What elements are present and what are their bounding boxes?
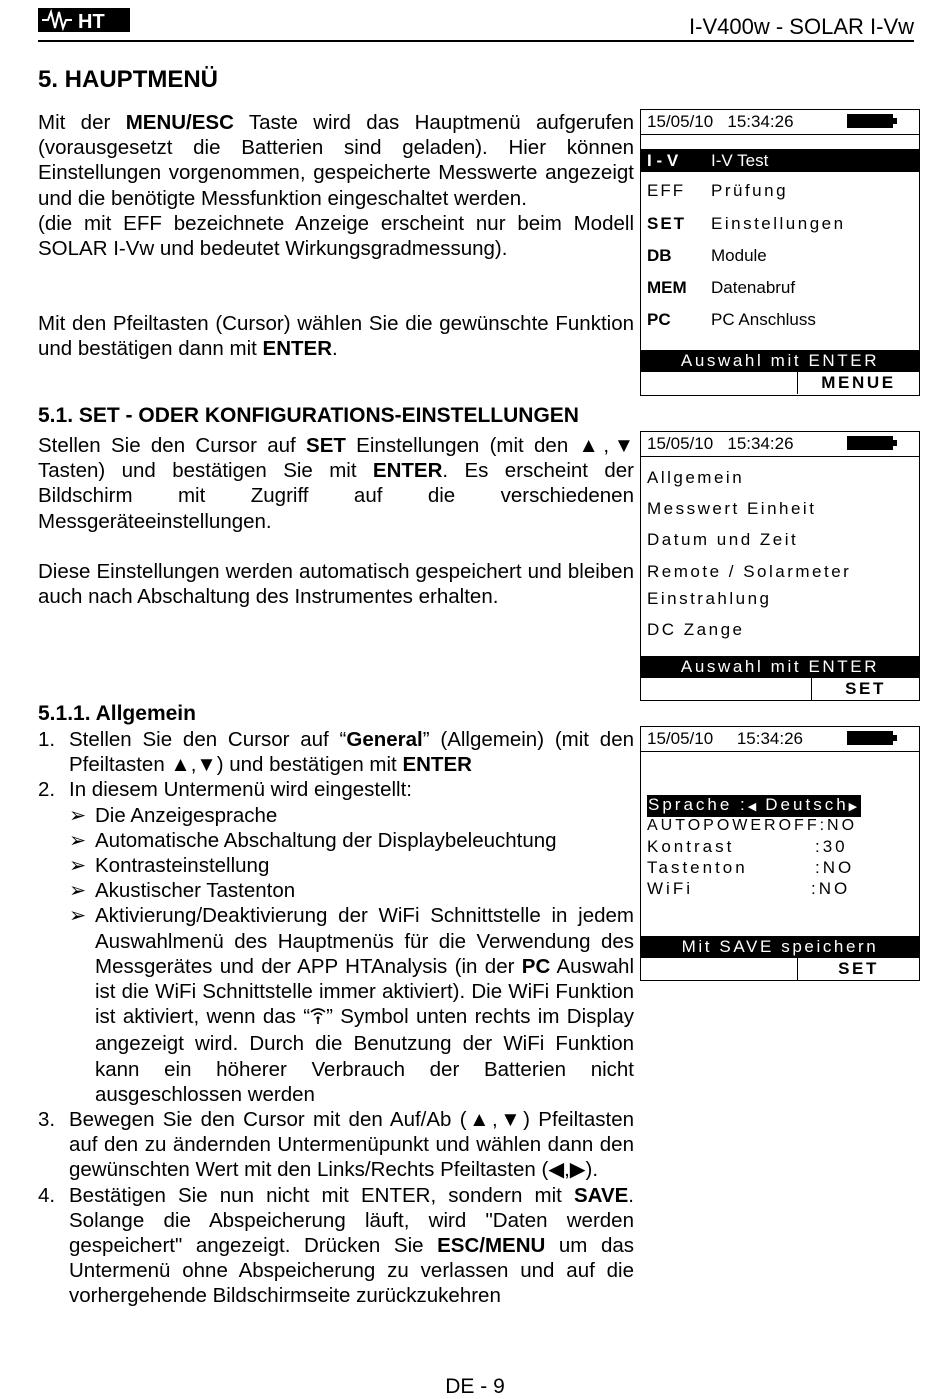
lcd-softkey-row <box>641 677 919 700</box>
logo-text: HT <box>78 11 105 33</box>
lcd-hint-bar: Mit SAVE speichern <box>641 936 919 957</box>
arrow-bullet-icon: ➢ <box>69 904 87 928</box>
menu-item-pc[interactable]: PC PC Anschluss <box>647 310 816 329</box>
submenu-options <box>69 803 634 1107</box>
menu-item-mem[interactable]: MEM Datenabruf <box>647 278 796 297</box>
section-heading-hauptmenu: 5. HAUPTMENÜ <box>38 66 219 93</box>
caret-right-icon: ▶ <box>848 801 861 813</box>
list-item: ➢ Automatische Abschaltung der Displaybeleuchtung <box>69 828 557 852</box>
battery-icon <box>847 114 893 128</box>
lcd-main-menu <box>640 109 920 396</box>
list-item: ➢ Aktivierung/Deaktivierung der WiFi Schnittstelle in jedem Auswahlmenü des Hauptmenüs für die Verwendung des Messgerätes und der APP HTAnalysis (in der PC Auswahl ist die WiFi Schnittstelle immer aktiviert). Die WiFi Funktion ist aktiviert, wenn das “ ” Symbol unten rechts im Display angezeigt wird. Durch die Benutzung der WiFi Funktion kann ein höherer Verbrauch der Batterien nicht ausgeschlossen werden <box>69 904 634 1106</box>
caret-left-icon: ◀ <box>747 801 766 813</box>
settings-item-remote[interactable]: Remote / Solarmeter <box>647 562 852 581</box>
step-1: 1. Stellen Sie den Cursor auf “General” (Allgemein) (mit den Pfeiltasten ▲,▼) und bestätigen mit ENTER <box>38 728 634 777</box>
page-number: DE - 9 <box>445 1375 505 1398</box>
lcd-hint-bar: Auswahl mit ENTER <box>641 656 919 677</box>
section51-paragraph-2: Diese Einstellungen werden automatisch gespeichert und bleiben auch nach Abschaltung des Instrumentes erhalten. <box>38 560 634 609</box>
lcd-softkey-row <box>641 371 919 394</box>
arrow-bullet-icon: ➢ <box>69 828 87 852</box>
section5-paragraph-1: Mit der MENU/ESC Taste wird das Hauptmenü aufgerufen (vorausgesetzt die Batterien sind geladen). Hier können Einstellungen vorgenommen, gespeicherte Messwerte angezeigt und die benötigte Messfunktion eingeschaltet werden. (die mit EFF bezeichnete Anzeige erscheint nur beim Modell SOLAR I-Vw und bedeutet Wirkungsgradmessung). <box>38 111 634 261</box>
softkey-set[interactable]: SET <box>797 958 919 980</box>
setting-kontrast-value: :30 <box>815 837 848 856</box>
battery-icon <box>847 436 893 450</box>
settings-item-dc-zange[interactable]: DC Zange <box>647 620 745 639</box>
setting-tastenton-value: :NO <box>815 858 855 877</box>
lcd-datetime: 15/05/10 15:34:26 <box>647 434 794 453</box>
setting-wifi-value: :NO <box>811 879 851 898</box>
menu-item-db[interactable]: DB Module <box>647 246 767 265</box>
document-title: I-V400w - SOLAR I-Vw <box>689 14 914 39</box>
section51-paragraph-1: Stellen Sie den Cursor auf SET Einstellungen (mit den ▲,▼ Tasten) und bestätigen Sie mit ENTER. Es erscheint der Bildschirm mit Zugriff auf die verschiedenen Messgeräteeinstellungen. <box>38 434 634 533</box>
header-divider <box>38 40 914 42</box>
language-selector[interactable]: Sprache :◀ Deutsch▶ <box>647 795 861 817</box>
softkey-menue[interactable]: MENUE <box>797 372 919 394</box>
arrow-bullet-icon: ➢ <box>69 854 87 878</box>
step-4: 4. Bestätigen Sie nun nicht mit ENTER, sondern mit SAVE. Solange die Abspeicherung läuft, wird "Daten werden gespeichert" angezeigt. Drücken Sie ESC/MENU um das Untermenü ohne Abspeicherung zu verlassen und auf die vorhergehende Bildschirmseite zurückzukehren <box>38 1183 634 1308</box>
list-item: ➢ Akustischer Tastenton <box>69 879 296 903</box>
lcd-datetime: 15/05/10 15:34:26 <box>647 729 803 748</box>
menu-item-iv[interactable]: I - V I-V Test <box>641 149 919 172</box>
step-2: 2. In diesem Untermenü wird eingestellt: ➢ Die Anzeigesprache ➢ Automatische Abschaltung der Displaybeleuchtung ➢ Kontrasteinstellung ➢ Akustischer Tastenton ➢ Aktivierung/Deaktivierung der WiFi Schnittstelle in jedem Auswahlmenü des Hauptmenüs für die Verwendung des Messgerätes und der APP HTAnalysis (in der PC Auswahl ist die WiFi Schnittstelle immer aktiviert). Die WiFi Funktion ist aktiviert, wenn das “ ” Symbol unten rechts im Display angezeigt wird. Durch die Benutzung der WiFi Funktion kann ein höherer Verbrauch der Batterien nicht ausgeschlossen werden <box>38 778 634 1106</box>
wifi-icon <box>310 1006 326 1031</box>
lcd-softkey-row <box>641 957 919 980</box>
menu-item-set[interactable]: SET Einstellungen <box>647 214 846 233</box>
settings-item-allgemein[interactable]: Allgemein <box>647 468 745 487</box>
section-heading-set: 5.1. SET - ODER KONFIGURATIONS-EINSTELLUNGEN <box>38 404 579 427</box>
lcd-datetime: 15/05/10 15:34:26 <box>647 112 794 131</box>
lcd-hint-bar: Auswahl mit ENTER <box>641 350 919 371</box>
setting-kontrast[interactable]: Kontrast <box>647 837 735 856</box>
settings-item-datum-zeit[interactable]: Datum und Zeit <box>647 530 799 549</box>
setting-autopoweroff[interactable]: AUTOPOWEROFF:NO <box>647 817 858 834</box>
settings-item-messwert-einheit[interactable]: Messwert Einheit <box>647 499 817 518</box>
section5-paragraph-2: Mit den Pfeiltasten (Cursor) wählen Sie die gewünschte Funktion und bestätigen dann mit ENTER. <box>38 312 634 361</box>
setting-wifi[interactable]: WiFi <box>647 879 693 898</box>
softkey-set[interactable]: SET <box>811 678 919 700</box>
lcd-settings-menu <box>640 431 920 701</box>
arrow-bullet-icon: ➢ <box>69 803 87 827</box>
step-3: 3. Bewegen Sie den Cursor mit den Auf/Ab (▲,▼) Pfeiltasten auf den zu ändernden Untermenüpunkt und wählen dann den gewünschten Wert mit den Links/Rechts Pfeiltasten (◀,▶). <box>38 1108 634 1182</box>
steps-list <box>38 727 634 1309</box>
menu-item-eff[interactable]: EFF Prüfung <box>647 181 789 200</box>
arrow-bullet-icon: ➢ <box>69 879 87 903</box>
setting-tastenton[interactable]: Tastenton <box>647 858 748 877</box>
settings-item-einstrahlung[interactable]: Einstrahlung <box>647 589 772 608</box>
section-heading-allgemein: 5.1.1. Allgemein <box>38 702 196 725</box>
lcd-general-settings <box>640 726 920 981</box>
list-item: ➢ Kontrasteinstellung <box>69 854 270 878</box>
battery-icon <box>847 731 893 745</box>
ht-logo <box>38 6 130 34</box>
list-item: ➢ Die Anzeigesprache <box>69 803 278 827</box>
